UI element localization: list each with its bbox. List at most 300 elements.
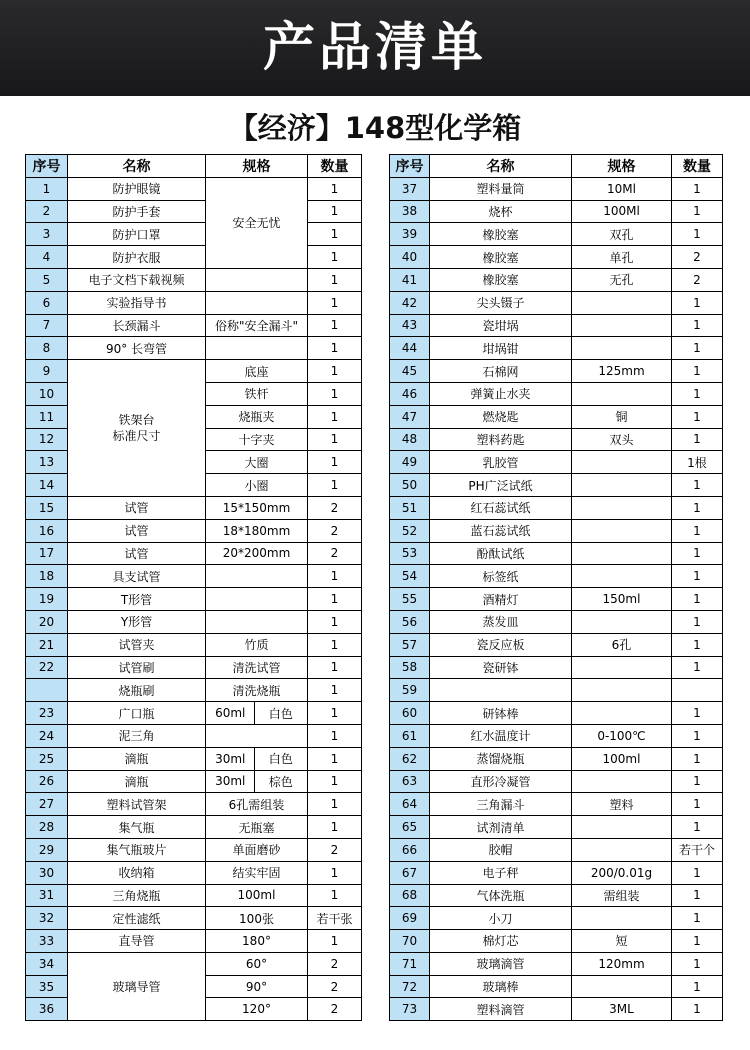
cell-name: 橡胶塞 (430, 246, 572, 269)
cell-name: 小刀 (430, 907, 572, 930)
table-row (390, 588, 723, 611)
cell-seq: 9 (26, 360, 68, 383)
header-qty: 数量 (672, 155, 723, 178)
cell-spec: 15*150mm (206, 496, 308, 519)
cell-name: 泥三角 (68, 724, 206, 747)
cell-spec: 双孔 (572, 223, 672, 246)
cell-name: PH广泛试纸 (430, 474, 572, 497)
cell-qty: 1 (672, 816, 723, 839)
table-row (390, 930, 723, 953)
cell-qty (672, 679, 723, 702)
cell-name (430, 679, 572, 702)
cell-qty: 1 (672, 474, 723, 497)
cell-name: 研钵棒 (430, 702, 572, 725)
cell-name: 集气瓶玻片 (68, 838, 206, 861)
cell-name: 蒸发皿 (430, 610, 572, 633)
product-table-right (389, 154, 723, 1021)
cell-qty: 1 (672, 952, 723, 975)
cell-seq: 31 (26, 884, 68, 907)
cell-seq: 14 (26, 474, 68, 497)
cell-qty: 1 (308, 451, 362, 474)
cell-spec-color: 白色 (268, 706, 293, 721)
cell-name: 气体洗瓶 (430, 884, 572, 907)
table-row (390, 246, 723, 269)
cell-seq: 26 (26, 770, 68, 793)
cell-qty: 1 (672, 360, 723, 383)
cell-qty: 1 (672, 861, 723, 884)
table-row (390, 428, 723, 451)
table-row (26, 610, 362, 633)
cell-spec: 需组装 (572, 884, 672, 907)
cell-spec: 90° (206, 975, 308, 998)
cell-seq: 27 (26, 793, 68, 816)
table-row (26, 360, 362, 383)
table-row (26, 861, 362, 884)
table-row (390, 679, 723, 702)
cell-name: 收纳箱 (68, 861, 206, 884)
cell-spec (206, 588, 308, 611)
stand-name-line2: 标准尺寸 (112, 429, 161, 444)
cell-name: 集气瓶 (68, 816, 206, 839)
cell-spec-volume: 60ml (206, 702, 255, 724)
cell-qty: 2 (308, 975, 362, 998)
cell-spec: 铜 (572, 405, 672, 428)
cell-spec (572, 337, 672, 360)
table-row (390, 907, 723, 930)
cell-name: 试剂清单 (430, 816, 572, 839)
cell-seq: 52 (390, 519, 430, 542)
cell-spec: 结实牢固 (206, 861, 308, 884)
cell-spec-split (206, 747, 308, 770)
cell-seq: 42 (390, 291, 430, 314)
table-row (26, 930, 362, 953)
cell-name: 乳胶管 (430, 451, 572, 474)
cell-seq: 54 (390, 565, 430, 588)
cell-name: 防护衣服 (68, 246, 206, 269)
cell-spec-split (206, 702, 308, 725)
cell-seq: 25 (26, 747, 68, 770)
cell-name: 防护口罩 (68, 223, 206, 246)
cell-name: 直形冷凝管 (430, 770, 572, 793)
stand-name-line1: 铁架台 (118, 413, 155, 428)
cell-seq: 28 (26, 816, 68, 839)
table-row (26, 337, 362, 360)
cell-name: 试管刷 (68, 656, 206, 679)
cell-qty: 1 (308, 268, 362, 291)
cell-name: 瓷坩埚 (430, 314, 572, 337)
cell-name: 滴瓶 (68, 747, 206, 770)
table-row (390, 998, 723, 1021)
cell-seq: 6 (26, 291, 68, 314)
cell-spec: 无瓶塞 (206, 816, 308, 839)
cell-qty: 若干个 (672, 838, 723, 861)
table-row (26, 838, 362, 861)
cell-qty: 1 (308, 930, 362, 953)
table-row (26, 633, 362, 656)
cell-name: 三角漏斗 (430, 793, 572, 816)
table-row (26, 884, 362, 907)
header-spec: 规格 (572, 155, 672, 178)
cell-seq: 68 (390, 884, 430, 907)
cell-qty: 1 (672, 223, 723, 246)
cell-name: 三角烧瓶 (68, 884, 206, 907)
cell-seq: 65 (390, 816, 430, 839)
cell-spec: 150ml (572, 588, 672, 611)
header-spec: 规格 (206, 155, 308, 178)
cell-qty: 1 (308, 656, 362, 679)
table-row (390, 314, 723, 337)
cell-qty: 1 (672, 291, 723, 314)
table-row (390, 565, 723, 588)
cell-spec (572, 565, 672, 588)
cell-qty: 1 (308, 724, 362, 747)
cell-spec (572, 907, 672, 930)
cell-name: 胶帽 (430, 838, 572, 861)
cell-seq: 46 (390, 382, 430, 405)
table-row (26, 291, 362, 314)
cell-seq: 49 (390, 451, 430, 474)
cell-seq: 43 (390, 314, 430, 337)
cell-spec: 180° (206, 930, 308, 953)
cell-qty: 1 (308, 291, 362, 314)
cell-seq: 7 (26, 314, 68, 337)
cell-spec: 底座 (206, 360, 308, 383)
cell-seq: 30 (26, 861, 68, 884)
table-row (26, 519, 362, 542)
cell-qty: 1根 (672, 451, 723, 474)
cell-qty: 2 (308, 952, 362, 975)
cell-spec: 清洗烧瓶 (206, 679, 308, 702)
cell-qty: 2 (308, 496, 362, 519)
cell-qty: 1 (308, 747, 362, 770)
header-seq: 序号 (26, 155, 68, 178)
cell-seq: 45 (390, 360, 430, 383)
table-row (390, 747, 723, 770)
cell-name: 尖头镊子 (430, 291, 572, 314)
cell-qty: 1 (308, 770, 362, 793)
cell-name: 玻璃滴管 (430, 952, 572, 975)
cell-name: 玻璃棒 (430, 975, 572, 998)
cell-spec-merged: 安全无忧 (206, 177, 308, 268)
cell-seq: 3 (26, 223, 68, 246)
cell-name: 酒精灯 (430, 588, 572, 611)
table-row (26, 246, 362, 269)
cell-spec-color: 白色 (268, 752, 293, 767)
cell-seq: 16 (26, 519, 68, 542)
table-row (390, 952, 723, 975)
table-row (390, 337, 723, 360)
cell-name: 橡胶塞 (430, 223, 572, 246)
cell-qty: 1 (308, 246, 362, 269)
cell-spec: 120mm (572, 952, 672, 975)
cell-qty: 1 (308, 314, 362, 337)
cell-name: 防护手套 (68, 200, 206, 223)
cell-seq: 56 (390, 610, 430, 633)
cell-seq: 67 (390, 861, 430, 884)
cell-qty: 1 (308, 360, 362, 383)
table-row (390, 496, 723, 519)
table-row (390, 884, 723, 907)
cell-seq: 18 (26, 565, 68, 588)
cell-seq: 72 (390, 975, 430, 998)
cell-qty: 1 (308, 200, 362, 223)
cell-qty: 若干张 (308, 907, 362, 930)
cell-seq: 60 (390, 702, 430, 725)
cell-qty: 1 (308, 679, 362, 702)
cell-seq: 20 (26, 610, 68, 633)
cell-qty: 1 (308, 588, 362, 611)
cell-name: 红石蕊试纸 (430, 496, 572, 519)
cell-qty: 1 (672, 565, 723, 588)
table-row (26, 588, 362, 611)
cell-spec: 100ml (572, 747, 672, 770)
cell-spec: 10Ml (572, 177, 672, 200)
cell-seq: 37 (390, 177, 430, 200)
cell-qty: 1 (308, 884, 362, 907)
cell-spec (572, 291, 672, 314)
cell-seq: 23 (26, 702, 68, 725)
cell-name: 试管 (68, 496, 206, 519)
header-banner (0, 0, 750, 96)
cell-seq: 70 (390, 930, 430, 953)
header-name: 名称 (430, 155, 572, 178)
cell-spec (572, 679, 672, 702)
cell-spec-volume: 30ml (206, 748, 255, 770)
table-row (26, 702, 362, 725)
cell-qty: 1 (308, 793, 362, 816)
cell-qty: 1 (672, 200, 723, 223)
table-row (390, 519, 723, 542)
cell-name: 广口瓶 (68, 702, 206, 725)
table-row (390, 656, 723, 679)
cell-seq: 4 (26, 246, 68, 269)
cell-spec (206, 337, 308, 360)
cell-qty: 1 (672, 382, 723, 405)
cell-qty: 1 (672, 702, 723, 725)
cell-name: 瓷反应板 (430, 633, 572, 656)
cell-spec (572, 816, 672, 839)
table-row (26, 268, 362, 291)
cell-name: 电子秤 (430, 861, 572, 884)
cell-seq: 63 (390, 770, 430, 793)
cell-spec: 双头 (572, 428, 672, 451)
cell-seq: 44 (390, 337, 430, 360)
cell-qty: 2 (672, 246, 723, 269)
cell-name: 90° 长弯管 (68, 337, 206, 360)
cell-seq: 48 (390, 428, 430, 451)
table-row (26, 565, 362, 588)
cell-seq: 36 (26, 998, 68, 1021)
cell-spec (206, 291, 308, 314)
cell-qty: 1 (672, 884, 723, 907)
banner-title: 产品清单 (262, 18, 487, 78)
cell-spec: 6孔 (572, 633, 672, 656)
cell-spec (572, 496, 672, 519)
cell-spec: 竹质 (206, 633, 308, 656)
cell-name: 直导管 (68, 930, 206, 953)
cell-spec: 60° (206, 952, 308, 975)
cell-seq: 50 (390, 474, 430, 497)
cell-qty: 2 (308, 998, 362, 1021)
cell-qty: 1 (308, 610, 362, 633)
table-row (26, 770, 362, 793)
cell-qty: 2 (672, 268, 723, 291)
table-row (390, 702, 723, 725)
cell-spec: 6孔需组装 (206, 793, 308, 816)
cell-spec: 俗称"安全漏斗" (206, 314, 308, 337)
cell-spec: 短 (572, 930, 672, 953)
cell-spec: 清洗试管 (206, 656, 308, 679)
cell-name: 滴瓶 (68, 770, 206, 793)
table-row (26, 679, 362, 702)
cell-seq: 47 (390, 405, 430, 428)
cell-qty: 1 (672, 793, 723, 816)
cell-spec: 100Ml (572, 200, 672, 223)
cell-spec (572, 838, 672, 861)
cell-qty: 1 (672, 724, 723, 747)
cell-spec (572, 451, 672, 474)
cell-seq: 32 (26, 907, 68, 930)
table-row (26, 747, 362, 770)
table-row (390, 633, 723, 656)
cell-qty: 1 (672, 770, 723, 793)
table-row (390, 360, 723, 383)
cell-seq: 58 (390, 656, 430, 679)
cell-spec (572, 382, 672, 405)
cell-spec: 120° (206, 998, 308, 1021)
cell-name: 烧瓶刷 (68, 679, 206, 702)
header-qty: 数量 (308, 155, 362, 178)
cell-spec (572, 656, 672, 679)
table-row (390, 975, 723, 998)
cell-name: 塑料量筒 (430, 177, 572, 200)
product-table-left (25, 154, 362, 1021)
cell-name: 实验指导书 (68, 291, 206, 314)
cell-qty: 1 (672, 588, 723, 611)
cell-name: 坩埚钳 (430, 337, 572, 360)
table-row (390, 610, 723, 633)
cell-name: 瓷研钵 (430, 656, 572, 679)
cell-seq: 39 (390, 223, 430, 246)
cell-name: Y形管 (68, 610, 206, 633)
table-row (390, 200, 723, 223)
table-row (26, 496, 362, 519)
cell-name: 塑料滴管 (430, 998, 572, 1021)
table-row (390, 405, 723, 428)
cell-seq: 38 (390, 200, 430, 223)
cell-seq: 62 (390, 747, 430, 770)
header-seq: 序号 (390, 155, 430, 178)
cell-spec (206, 565, 308, 588)
table-row (390, 542, 723, 565)
table-row (26, 656, 362, 679)
cell-name: 试管夹 (68, 633, 206, 656)
cell-qty: 1 (672, 907, 723, 930)
cell-name: 长颈漏斗 (68, 314, 206, 337)
table-row (26, 200, 362, 223)
cell-qty: 1 (308, 474, 362, 497)
cell-seq: 12 (26, 428, 68, 451)
cell-name: 试管 (68, 542, 206, 565)
table-row (390, 223, 723, 246)
cell-seq (26, 679, 68, 702)
cell-qty: 1 (308, 337, 362, 360)
cell-qty: 1 (672, 337, 723, 360)
cell-qty: 1 (672, 633, 723, 656)
cell-seq: 15 (26, 496, 68, 519)
cell-name-merged: 玻璃导管 (68, 952, 206, 1020)
cell-name: 弹簧止水夹 (430, 382, 572, 405)
table-row (390, 770, 723, 793)
table-row (26, 907, 362, 930)
cell-qty: 1 (308, 223, 362, 246)
cell-qty: 1 (308, 861, 362, 884)
cell-qty: 1 (672, 177, 723, 200)
cell-seq: 24 (26, 724, 68, 747)
table-row (390, 451, 723, 474)
cell-qty: 1 (672, 496, 723, 519)
cell-name: 试管 (68, 519, 206, 542)
product-subtitle: 【经济】148型化学箱 (228, 111, 522, 145)
table-row (390, 724, 723, 747)
cell-seq: 29 (26, 838, 68, 861)
cell-spec (206, 610, 308, 633)
cell-seq: 10 (26, 382, 68, 405)
cell-qty: 1 (308, 565, 362, 588)
cell-name-merged (68, 360, 206, 497)
cell-spec: 100ml (206, 884, 308, 907)
cell-spec: 125mm (572, 360, 672, 383)
cell-spec (572, 702, 672, 725)
table-row (26, 542, 362, 565)
cell-spec: 100张 (206, 907, 308, 930)
cell-name: 燃烧匙 (430, 405, 572, 428)
cell-seq: 19 (26, 588, 68, 611)
cell-spec: 单孔 (572, 246, 672, 269)
cell-spec: 十字夹 (206, 428, 308, 451)
cell-seq: 5 (26, 268, 68, 291)
cell-name: 蒸馏烧瓶 (430, 747, 572, 770)
table-row (26, 177, 362, 200)
table-row (390, 291, 723, 314)
cell-spec-volume: 30ml (206, 771, 255, 793)
cell-spec: 20*200mm (206, 542, 308, 565)
table-row (26, 816, 362, 839)
right-table-body (390, 177, 723, 1020)
cell-spec (572, 542, 672, 565)
cell-seq: 66 (390, 838, 430, 861)
header-name: 名称 (68, 155, 206, 178)
cell-qty: 1 (672, 930, 723, 953)
cell-spec (572, 474, 672, 497)
cell-seq: 64 (390, 793, 430, 816)
cell-spec: 单面磨砂 (206, 838, 308, 861)
cell-spec (206, 724, 308, 747)
cell-qty: 1 (672, 428, 723, 451)
cell-spec: 小圈 (206, 474, 308, 497)
cell-name: 定性滤纸 (68, 907, 206, 930)
table-row (390, 816, 723, 839)
cell-qty: 1 (308, 816, 362, 839)
cell-seq: 22 (26, 656, 68, 679)
cell-name: 具支试管 (68, 565, 206, 588)
cell-spec (572, 770, 672, 793)
cell-spec: 无孔 (572, 268, 672, 291)
table-header-row (26, 155, 362, 178)
cell-qty: 2 (308, 519, 362, 542)
cell-qty: 1 (672, 405, 723, 428)
cell-spec (572, 975, 672, 998)
